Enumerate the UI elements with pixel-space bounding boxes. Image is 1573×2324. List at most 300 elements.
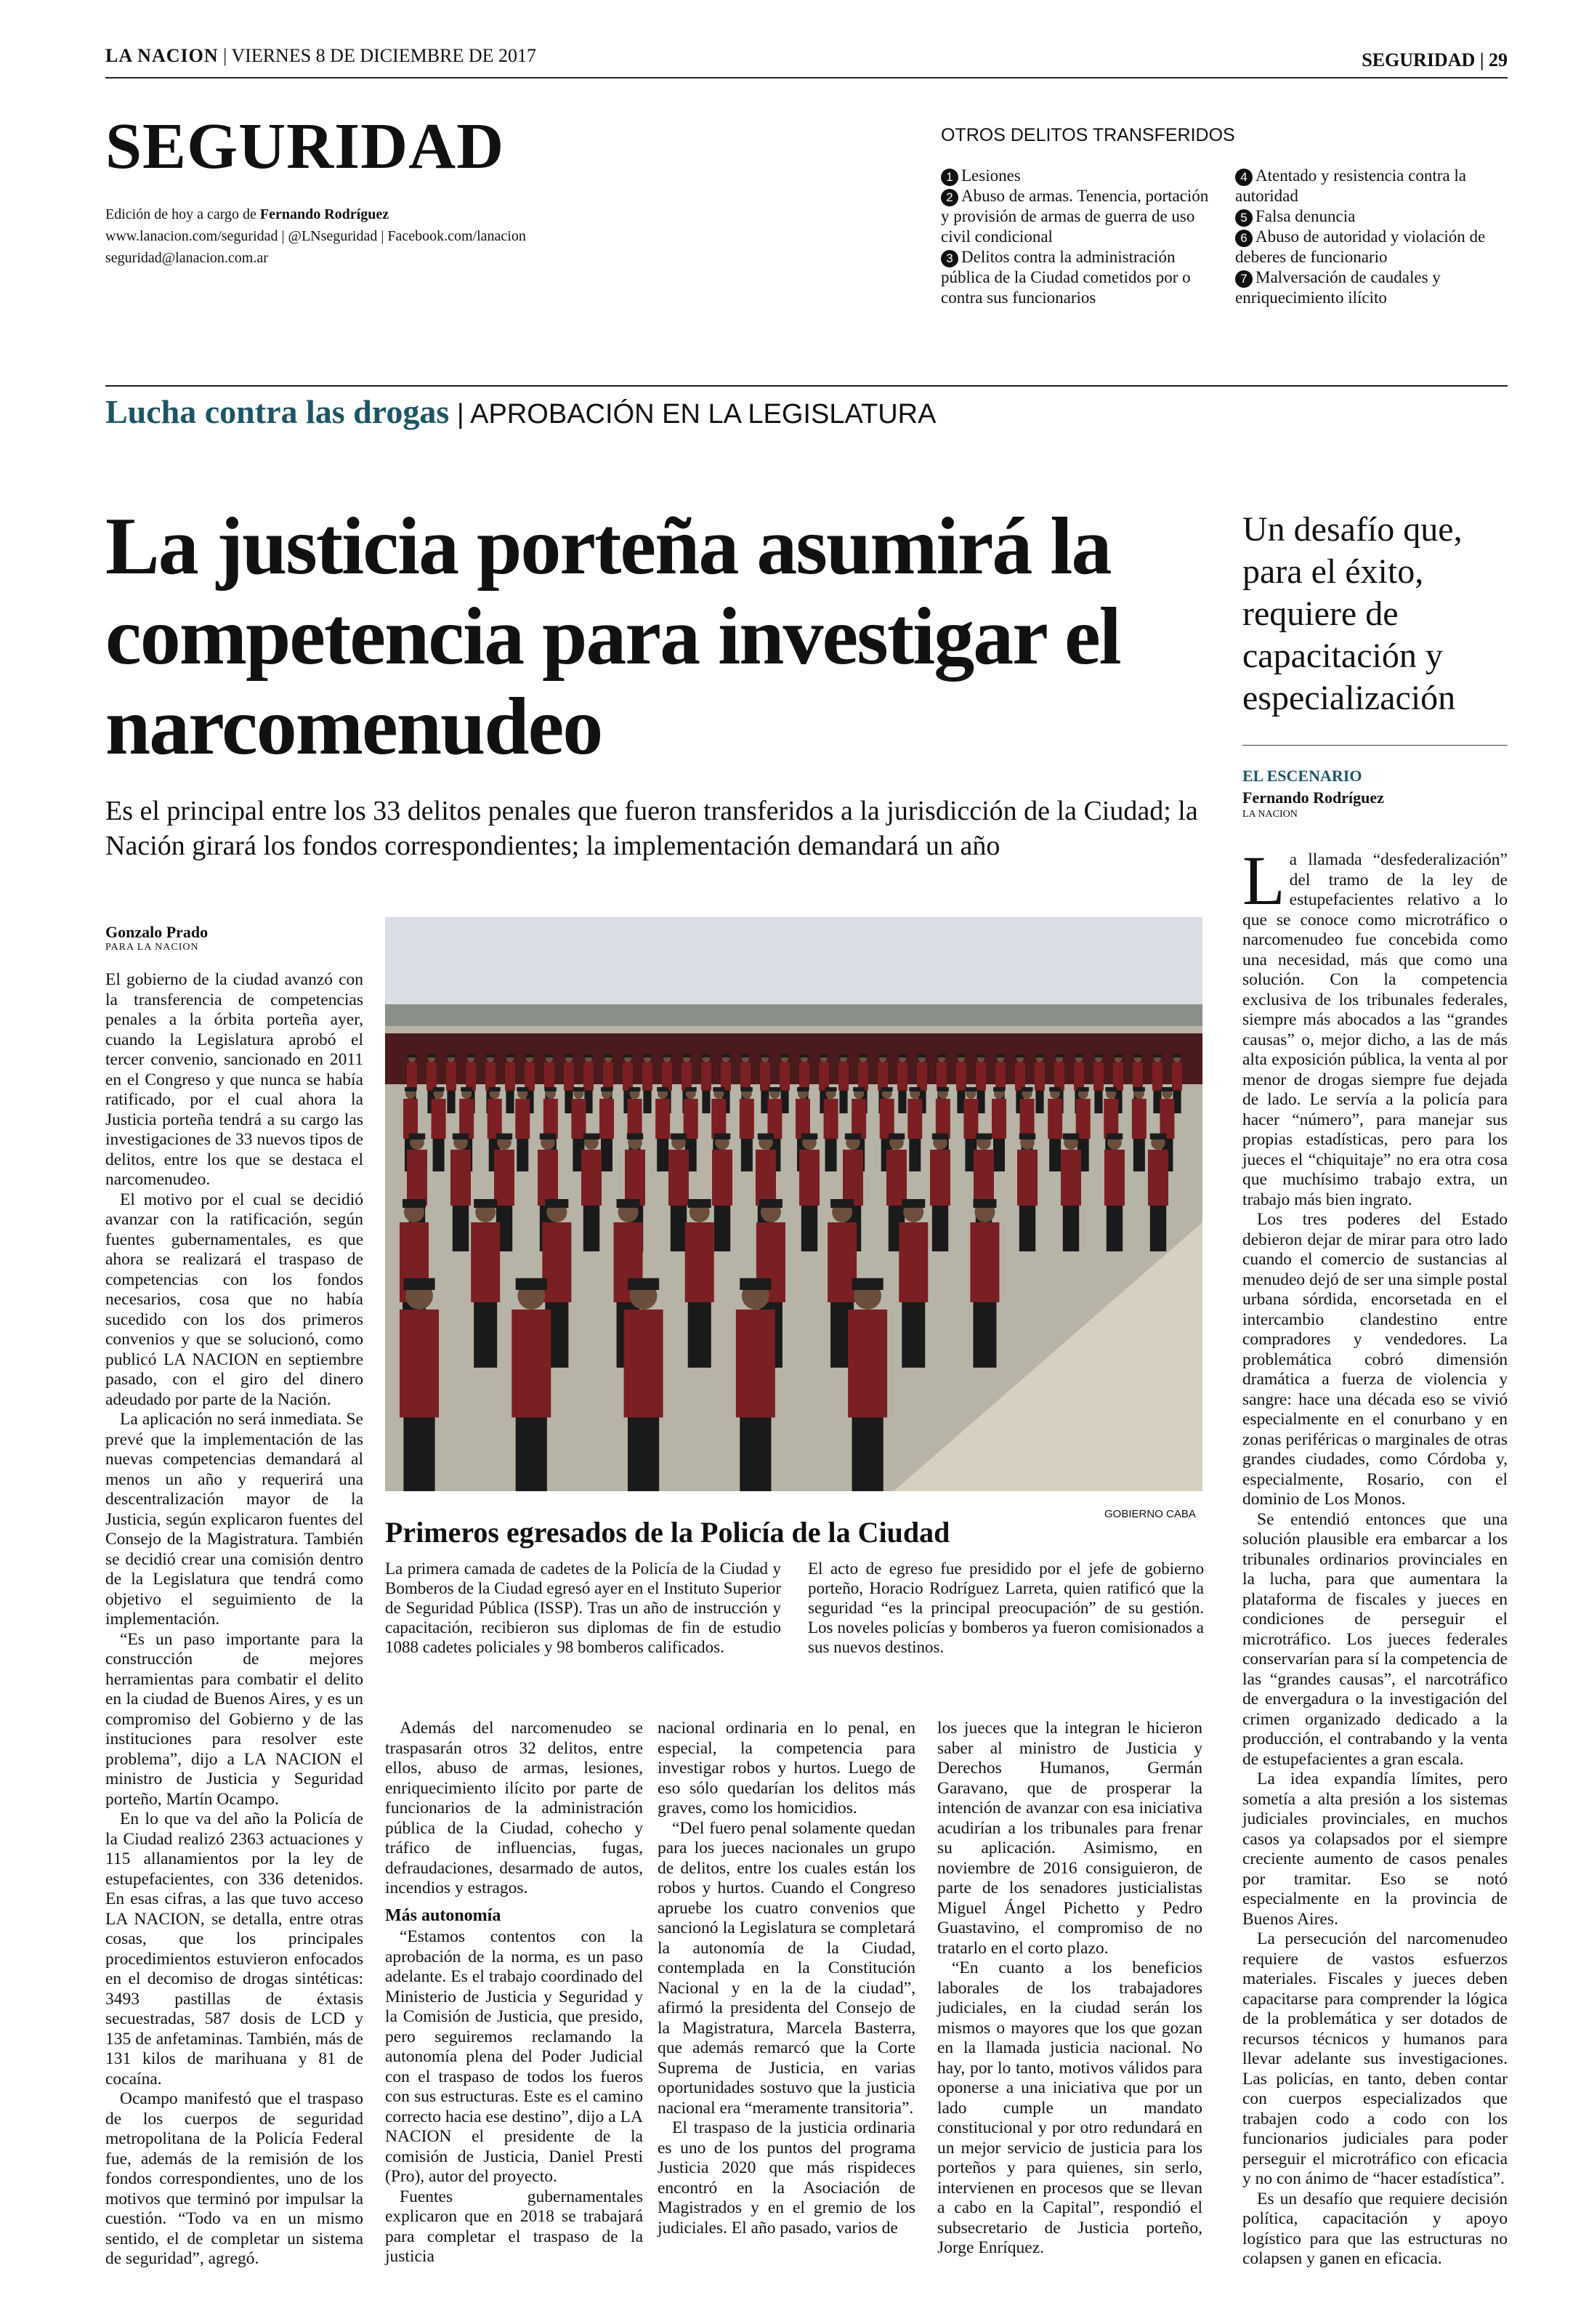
cadet-figure [1074, 1062, 1084, 1091]
cadet-legs [1063, 1206, 1079, 1251]
cadet-cap [780, 1054, 788, 1057]
cadet-figure [852, 1099, 866, 1139]
cadet-figure [471, 1222, 500, 1302]
cadet-legs [1035, 1091, 1043, 1114]
sidebar-dropcap: L [1242, 842, 1285, 919]
masthead-right: SEGURIDAD | 29 [1362, 49, 1508, 70]
cadet-cap [973, 1199, 996, 1208]
cadet-figure [494, 1150, 514, 1206]
cadet-figure [897, 1062, 907, 1091]
cadet-figure [1152, 1062, 1162, 1091]
cadet-cap [447, 1054, 455, 1057]
cadet-figure [655, 1099, 670, 1139]
cadet-cap [1063, 1134, 1079, 1139]
cadet-cap [713, 1087, 724, 1092]
cadet-cap [629, 1087, 641, 1092]
cadet-figure [400, 1310, 439, 1418]
caption-left: La primera camada de cadetes de la Policía de la Ciudad y Bomberos de la Ciudad egresó ayer en el Instituto Superior de Seguridad Pública (ISSP). Tras un año de instrucción y capacitación, recibieron sus diplomas de fin de estudio 1088 cadetes policiales y 98 bomberos calificados. [385, 1560, 781, 1656]
paragraph: Es un desafío que requiere decisión política, capacitación y apoyo logístico para que las estructuras no colapsen y ganen en eficacia. [1242, 2189, 1508, 2268]
cadet-cap [525, 1054, 533, 1057]
credits-editor: Fernando Rodríguez [259, 206, 389, 222]
cadet-legs [741, 1139, 753, 1171]
section-title: SEGURIDAD [105, 110, 505, 182]
byline-sub: PARA LA NACION [105, 942, 199, 953]
caption-right: El acto de egreso fue presidido por el jefe de gobierno porteño, Horacio Rodríguez Larreta, quien ratificó que la seguridad “es la principal preocupación” de su gestión. Los noveles policías y bomberos ya fueron comisionados a sus nuevos destinos. [808, 1560, 1204, 1656]
cadet-legs [993, 1139, 1005, 1171]
cadet-cap [1075, 1054, 1083, 1057]
cadet-cap [759, 1199, 783, 1208]
cadet-cap [1150, 1134, 1166, 1139]
paragraph: “Estamos contentos con la aprobación de la norma, es un paso adelante. Es el trabajo coordinado del Ministerio de Justicia y Seguridad y la Comisión de Justicia, que presido, pero seguiremos reclamando la autonomía plena del Poder Judicial con el traspaso de todos los fueros con sus estructuras. Este es el camino correcto hacia ese destino”, dijo a LA NACION el presidente de la comisión de Justicia, Daniel Presti (Pro), autor del proyecto. [385, 1927, 643, 2186]
paragraph: La aplicación no será inmediata. Se prevé que la implementación de las nuevas competencias demandará al menos un año y requerirá una descentralización mayor de la Justicia, según explicaron fuentes del Consejo de la Magistratura. También se decidió crear una comisión dentro de la Legislatura que tendrá como objetivo el seguimiento de la implementación. [105, 1410, 363, 1629]
photo-illustration [385, 917, 1202, 1491]
item-text: Falsa denuncia [1255, 207, 1356, 225]
cadet-cap [769, 1087, 780, 1092]
item-number-badge: 5 [1235, 209, 1253, 227]
sidebar-author-sub: LA NACION [1242, 809, 1298, 820]
cadet-figure [1017, 1150, 1038, 1206]
kicker-separator: | [449, 399, 471, 429]
cadet-legs [909, 1139, 921, 1171]
cadet-figure [1020, 1099, 1035, 1139]
cadet-figure [1113, 1062, 1123, 1091]
cadet-figure [1160, 1099, 1174, 1139]
cadet-figure [1048, 1099, 1062, 1139]
article-col-2 [385, 1719, 643, 2267]
cadet-figure [1148, 1150, 1168, 1206]
cadet-figure [571, 1099, 586, 1139]
cadet-legs [714, 1206, 730, 1251]
cadet-cap [584, 1054, 592, 1057]
cadet-figure [668, 1150, 689, 1206]
cadet-cap [845, 1134, 861, 1139]
cadet-legs [1150, 1206, 1166, 1251]
deck: Es el principal entre los 33 delitos penales que fueron transferidos a la jurisdicción de la Ciudad; la Nación girará los fondos correspondientes; la implementación demandará un año [105, 796, 1198, 861]
cadet-legs [657, 1139, 668, 1171]
paragraph: El motivo por el cual se decidió avanzar con la ratificación, según fuentes gubernamentales, es que ahora se realizará el traspaso de competencias con los fondos necesarios, cosa que no había sucedido con los dos primeros convenios y que se solucionó, como publicó LA NACION en septiembre pasado, con el giro del dinero adeudado por parte de la Nación. [105, 1190, 363, 1409]
cadet-legs [433, 1139, 445, 1171]
cadet-cap [859, 1054, 867, 1057]
cadet-figure [819, 1062, 829, 1091]
cadet-figure [542, 1222, 571, 1302]
paragraph: “Del fuero penal solamente quedan para los jueces nacionales un grupo de delitos, entre los cuales están los robos y hurtos. Cuando el Congreso apruebe los cuatro convenios que sancionó la Legislatura se completará la autonomía de la Ciudad, contemplada en la Constitución Nacional y en la de la ciudad”, afirmó la presidenta del Consejo de la Magistratura, Marcela Basterra, que además remarcó que la Corte Suprema de Justicia, en varias oportunidades sostuvo que la justicia nacional era “meramente transitoria”. [658, 1818, 915, 2118]
cadet-figure [403, 1099, 418, 1139]
paragraph: Se entendió entonces que una solución plausible era embarcar a los tribunales ordinarios provinciales en la lucha, para que aumentara la plataforma de fiscales y jueces en condiciones de perseguir el microtráfico. Los jueces federales conservarían para sí la competencia de las “grandes causas”, el narcotráfico de envergadura o la investigación del crimen organizado dedicado a la producción, el contrabando y la venta de estupefacientes a gran escala. [1242, 1509, 1508, 1769]
cadet-cap [657, 1087, 668, 1092]
sidebar-first-paragraph [1242, 842, 1508, 1210]
issue-date: VIERNES 8 DE DICIEMBRE DE 2017 [231, 45, 536, 66]
cadet-legs [898, 1091, 906, 1114]
cadet-figure [1035, 1062, 1045, 1091]
cadet-legs [403, 1418, 434, 1492]
cadet-cap [801, 1134, 817, 1139]
cadet-cap [565, 1054, 573, 1057]
item-number-badge: 1 [941, 169, 958, 186]
cadet-cap [583, 1134, 599, 1139]
cadet-cap [545, 1199, 568, 1208]
cadet-legs [583, 1206, 599, 1251]
cadet-cap [453, 1134, 469, 1139]
cadet-figure [736, 1310, 775, 1418]
cadet-legs [671, 1206, 687, 1251]
byline [105, 923, 367, 953]
cadet-cap [408, 1054, 416, 1057]
sidebar-label: EL ESCENARIO [1242, 767, 1362, 785]
cadet-figure [450, 1150, 471, 1206]
credits-email: seguridad@lanacion.com.ar [105, 250, 268, 266]
cadet-cap [996, 1054, 1004, 1057]
crime-list-item [941, 247, 1217, 308]
masthead-left: LA NACION | VIERNES 8 DE DICIEMBRE DE 2017 [105, 45, 536, 66]
cadet-cap [1077, 1087, 1089, 1092]
cadet-legs [740, 1418, 771, 1492]
cadet-figure [899, 1222, 928, 1302]
cadet-figure [858, 1062, 868, 1091]
cadet-figure [543, 1099, 558, 1139]
cadet-cap [889, 1134, 905, 1139]
cadet-cap [1016, 1054, 1024, 1057]
cadet-cap [643, 1054, 651, 1057]
cadet-cap [623, 1054, 631, 1057]
byline-name: Gonzalo Prado [105, 923, 209, 941]
cadet-figure [642, 1062, 652, 1091]
cadet-cap [433, 1087, 445, 1092]
cadet-figure [485, 1062, 496, 1091]
cadet-cap [540, 1134, 556, 1139]
credits-editor-line [105, 203, 628, 225]
cadet-legs [932, 1206, 948, 1251]
paragraph: los jueces que la integran le hicieron saber al ministro de Justicia y Derechos Humanos, Germán Garavano, que de prosperar la intención de avanzar con esa iniciativa acudirían a los tribunales para frenar su aplicación. Asimismo, en noviembre de 2016 consiguieron, de parte de los senadores justicialistas Miguel Ángel Pichetto y Pedro Guastavino, el compromiso de no tratarlo en el corto plazo. [937, 1719, 1202, 1958]
cadet-cap [878, 1054, 886, 1057]
cadet-figure [956, 1062, 966, 1091]
cadet-figure [974, 1150, 994, 1206]
cadet-legs [447, 1091, 455, 1114]
cadet-legs [1107, 1206, 1123, 1251]
cadet-legs [601, 1139, 612, 1171]
cadet-figure [799, 1150, 820, 1206]
cadet-figure [756, 1150, 776, 1206]
page-number: 29 [1489, 49, 1508, 70]
cadet-figure [828, 1222, 857, 1302]
cadet-figure [838, 1062, 849, 1091]
cadet-legs [852, 1418, 883, 1492]
cadet-cap [403, 1199, 426, 1208]
cadet-cap [1173, 1054, 1181, 1057]
cadet-figure [1104, 1099, 1118, 1139]
cadet-figure [564, 1062, 574, 1091]
item-text: Abuso de armas. Tenencia, portación y provisión de armas de guerra de uso civil condicional [941, 187, 1209, 246]
item-number-badge: 6 [1235, 230, 1253, 247]
cadet-cap [671, 1134, 687, 1139]
cadet-cap [976, 1134, 992, 1139]
cadet-figure [662, 1062, 672, 1091]
cadet-cap [976, 1054, 984, 1057]
item-text: Abuso de autoridad y violación de deberes de funcionario [1235, 227, 1486, 266]
cadet-legs [453, 1206, 469, 1251]
article-col-1 [105, 970, 363, 2269]
cadet-figure [432, 1099, 446, 1139]
cadet-cap [573, 1087, 584, 1092]
cadet-cap [1114, 1054, 1122, 1057]
cadet-cap [839, 1054, 847, 1057]
paragraph: “Es un paso importante para la construcción de mejores herramientas para combatir el delito en la ciudad de Buenos Aires, y es un compromiso del Gobierno y de las instituciones para resolver este problema”, dijo a LA NACION el ministro de Justicia y Seguridad porteño, Martín Ocampo. [105, 1629, 363, 1809]
cadet-cap [1133, 1054, 1141, 1057]
cadet-figure [711, 1099, 726, 1139]
subhead-autonomia: Más autonomía [385, 1905, 501, 1925]
cadet-cap [617, 1199, 640, 1208]
paragraph: La persecución del narcomenudeo requiere de vastos esfuerzos materiales. Fiscales y jueces deben capacitarse para comprender la lógica de la problemática y ser dotados de recursos técnicos y humanos para llevar adelante sus investigaciones. Las policías, en tanto, deben contar con cuerpos especializados que trabajen codo a codo con los funcionarios judiciales para poder perseguir el microtráfico con eficacia y no con ánimo de “hacer estadística”. [1242, 1929, 1508, 2188]
cadet-legs [1049, 1139, 1061, 1171]
cadet-legs [517, 1139, 528, 1171]
cadet-cap [1094, 1054, 1102, 1057]
section-credits [105, 203, 628, 269]
masthead [105, 44, 1508, 78]
cadet-figure [1054, 1062, 1064, 1091]
cadet-cap [496, 1134, 512, 1139]
credits-links: www.lanacion.com/seguridad | @LNseguridad | Facebook.com/lanacion [105, 228, 526, 244]
cadet-legs [702, 1091, 710, 1114]
cadet-legs [474, 1302, 497, 1368]
cadet-figure [628, 1099, 642, 1139]
cadet-legs [1133, 1139, 1145, 1171]
cadet-figure [1132, 1099, 1147, 1139]
cadet-figure [625, 1150, 645, 1206]
sidebar-rule [1242, 745, 1508, 746]
cadet-figure [937, 1062, 947, 1091]
paragraph: nacional ordinaria en lo penal, en especial, la competencia para investigar robos y hurtos. Luego de eso sólo quedarían los delitos más graves, como los homicidios. [658, 1719, 915, 1817]
paragraph: En lo que va del año la Policía de la Ciudad realizó 2363 actuaciones y 115 allanamientos por la ley de estupefacientes, con 336 detenidos. En esas cifras, a las que tuvo acceso LA NACION, se detalla, entre otras cosas, que los principales procedimientos estuvieron enfocados en el decomiso de drogas sintéticas: 3493 pastillas de éxtasis secuestradas, 587 dosis de LCD y 135 de anfetaminas. También, más de 131 kilos de marihuana y 81 de cocaína. [105, 1809, 363, 2089]
cadet-figure [544, 1062, 554, 1091]
cadet-figure [930, 1150, 950, 1206]
sidebar-body [1242, 842, 1508, 2269]
cadet-cap [1049, 1087, 1061, 1092]
cadet-figure [976, 1062, 986, 1091]
cadet-legs [688, 1302, 711, 1368]
cadet-cap [466, 1054, 474, 1057]
cadet-figure [623, 1062, 633, 1091]
photo-credit: GOBIERNO CABA [1104, 1508, 1196, 1520]
cadet-figure [740, 1062, 751, 1091]
cadet-figure [992, 1099, 1006, 1139]
cadet-cap [516, 1278, 547, 1290]
cadet-figure [712, 1150, 732, 1206]
cadet-figure [824, 1099, 838, 1139]
cadet-figure [880, 1099, 894, 1139]
headline: La justicia porteña asumirá la competencia para investigar el narcomenudeo [105, 501, 1120, 772]
cadet-cap [682, 1054, 690, 1057]
crime-list-item [941, 166, 1217, 186]
cadet-cap [486, 1054, 494, 1057]
sidebar-author: Fernando Rodríguez [1242, 788, 1384, 807]
other-crimes-left [941, 166, 1217, 308]
item-number-badge: 3 [941, 250, 958, 267]
cadets-photo [385, 917, 1202, 1491]
paragraph: “En cuanto a los beneficios laborales de los trabajadores judiciales, en la ciudad serán los mismos o mayores que los que gozan en la llamada justicia nacional. No hay, por lo tanto, motivos válidos para oponerse a una iniciativa que por un lado cumple un mandato constitucional y por otro redundará en un mejor servicio de justicia para los porteños y para quienes, sin serlo, intervienen en procesos que se llevan a cabo en la Capital”, respondió el subsecretario de Justicia porteño, Jorge Enríquez. [937, 1958, 1202, 2257]
cadet-cap [820, 1054, 828, 1057]
cadet-figure [581, 1150, 602, 1206]
cadet-figure [1104, 1150, 1125, 1206]
credits-prefix: Edición de hoy a cargo de [105, 206, 260, 222]
kicker [105, 392, 936, 431]
cadet-legs [902, 1302, 925, 1368]
cadet-cap [627, 1134, 643, 1139]
cadet-cap [741, 1054, 749, 1057]
cadet-figure [767, 1099, 782, 1139]
crime-list-item [1235, 166, 1508, 206]
cadet-cap [403, 1278, 434, 1290]
cadet-cap [898, 1054, 906, 1057]
sidebar-headline: Un desafío que, para el éxito, requiere de capacitación y especialización [1242, 510, 1463, 717]
cadet-cap [830, 1199, 854, 1208]
cadet-figure [917, 1062, 927, 1091]
cadet-cap [881, 1087, 893, 1092]
cadet-cap [918, 1054, 926, 1057]
other-crimes-right [1235, 166, 1508, 308]
cadet-figure [1061, 1150, 1081, 1206]
item-text: Malversación de caudales y enriquecimiento ilícito [1235, 268, 1441, 307]
cadet-figure [796, 1099, 810, 1139]
cadet-legs [801, 1206, 817, 1251]
paragraph: La idea expandía límites, pero sometía a alta presión a los sistemas judiciales provinciales, en muchos casos ya colapsados por el siempre creciente aumento de casos penales por tramitar. Eso se notó especialmente en la provincia de Buenos Aires. [1242, 1770, 1508, 1929]
crime-list-item [1235, 227, 1508, 267]
cadet-figure [599, 1099, 614, 1139]
cadet-cap [1107, 1134, 1123, 1139]
sidebar-first-text: a llamada “desfederalización” del tramo de la ley de estupefacientes relativo a lo que se conoce como microtráfico o narcomenudeo fue concebida como una necesidad, más que como una solución. Con la competencia exclusiva de los tribunales federales, siempre más abocados a las “grandes causas” o, mejor dicho, a las de más alta exposición pública, la venta al por menor de drogas siempre fue dejada de lado. Le servía a la policía para hacer “número”, para manejar sus propias estadísticas, pero para los jueces el “chiquitaje” no era otra cosa que muchísimo trabajo extra, un trabajo más bien ingrato. [1242, 850, 1508, 1209]
cadet-figure [878, 1062, 888, 1091]
item-number-badge: 7 [1235, 270, 1253, 288]
cadet-figure [907, 1099, 922, 1139]
caption-title: Primeros egresados de la Policía de la Ciudad [385, 1516, 950, 1549]
item-text: Delitos contra la administración pública de la Ciudad cometidos por o contra sus funcionarios [941, 248, 1191, 307]
cadet-cap [758, 1134, 774, 1139]
cadet-legs [1094, 1091, 1102, 1114]
cadet-cap [740, 1278, 771, 1290]
cadet-figure [682, 1062, 692, 1091]
item-text: Atentado y resistencia contra la autoridad [1235, 166, 1466, 205]
cadet-cap [957, 1054, 965, 1057]
section-divider [105, 385, 1508, 387]
cadet-figure [1093, 1062, 1104, 1091]
other-crimes-title: OTROS DELITOS TRANSFERIDOS [941, 125, 1235, 145]
cadet-cap [741, 1087, 753, 1092]
item-text: Lesiones [961, 166, 1021, 185]
cadet-figure [407, 1150, 427, 1206]
cadet-cap [1105, 1087, 1117, 1092]
cadet-cap [965, 1087, 976, 1092]
cadet-cap [604, 1054, 612, 1057]
paragraph: El traspaso de la justicia ordinaria es uno de los puntos del programa Justicia 2020 que más rispideces encontró en la Asociación de Magistrados y en el gremio de los judiciales. El año pasado, varios de [658, 2118, 915, 2238]
cadet-figure [1133, 1062, 1143, 1091]
cadet-cap [721, 1054, 729, 1057]
cadet-cap [688, 1199, 711, 1208]
cadet-cap [1035, 1054, 1043, 1057]
cadet-cap [474, 1199, 497, 1208]
cadet-cap [1153, 1054, 1161, 1057]
cadet-legs [973, 1302, 996, 1368]
cadet-cap [909, 1087, 921, 1092]
cadet-figure [1076, 1099, 1091, 1139]
cadet-figure [740, 1099, 754, 1139]
cadet-figure [488, 1099, 502, 1139]
cadet-figure [886, 1150, 907, 1206]
cadet-figure [684, 1099, 698, 1139]
cadet-cap [405, 1087, 416, 1092]
paragraph: El gobierno de la ciudad avanzó con la transferencia de competencias penales a la órbita porteña ayer, cuando la Legislatura aprobó el tercer convenio, sancionado en 2011 en el Congreso y que nunca se había ratificado, por el cual ahora la Justicia porteña tendrá a su cargo las investigaciones de 33 nuevos tipos de delitos, entre los que se destaca el narcomenudeo. [105, 970, 363, 1189]
cadet-cap [685, 1087, 697, 1092]
cadet-figure [843, 1150, 863, 1206]
cadet-figure [407, 1062, 417, 1091]
crime-list-item [941, 186, 1217, 247]
cadet-cap [714, 1134, 730, 1139]
item-number-badge: 2 [941, 189, 958, 206]
cadet-cap [427, 1054, 435, 1057]
cadet-cap [628, 1278, 659, 1290]
cadet-legs [1019, 1206, 1035, 1251]
cadet-figure [848, 1310, 887, 1418]
cadet-figure [721, 1062, 731, 1091]
cadet-cap [1161, 1087, 1173, 1092]
kicker-sub: APROBACIÓN EN LA LEGISLATURA [470, 399, 937, 429]
cadet-figure [970, 1222, 999, 1302]
cadet-legs [516, 1418, 547, 1492]
cadet-cap [800, 1054, 808, 1057]
cadet-figure [511, 1310, 551, 1418]
item-number-badge: 4 [1235, 169, 1253, 186]
crime-list-item [1235, 206, 1508, 227]
cadet-legs [506, 1091, 514, 1114]
cadet-figure [701, 1062, 711, 1091]
cadet-figure [685, 1222, 714, 1302]
cadet-cap [993, 1087, 1005, 1092]
cadet-legs [643, 1091, 651, 1114]
cadet-cap [825, 1087, 837, 1092]
article-col-3 [658, 1719, 915, 2238]
cadet-cap [663, 1054, 671, 1057]
cadet-figure [538, 1150, 558, 1206]
cadet-figure [446, 1062, 456, 1091]
kicker-topic: Lucha contra las drogas [105, 393, 450, 430]
paragraph: Los tres poderes del Estado debieron dejar de mirar para otro lado cuando el comercio de sustancias al menudeo dejó de ser una simple postal urbana sórdida, encorsetada en el intercambio clandestino entre compradores y vendedores. La problemática cobró dimensión dramática a fuerza de violencia y sangre: hace una década eso se vivió especialmente en el conurbano y en zonas periféricas o marginales de otras grandes ciudades, como Córdoba y, especialmente, Rosario, con el dominio de Los Monos. [1242, 1210, 1508, 1509]
crime-list-item [1235, 267, 1508, 308]
cadet-cap [1019, 1134, 1035, 1139]
cadet-figure [515, 1099, 530, 1139]
cadet-figure [1015, 1062, 1025, 1091]
cadet-legs [825, 1139, 837, 1171]
article-col-4 [937, 1719, 1202, 2259]
cadet-cap [601, 1087, 612, 1092]
cadet-cap [517, 1087, 528, 1092]
cadet-cap [545, 1087, 557, 1092]
cadet-figure [760, 1062, 770, 1091]
cadet-figure [799, 1062, 809, 1091]
cadet-cap [702, 1054, 710, 1057]
cadet-cap [852, 1278, 883, 1290]
cadet-cap [545, 1054, 553, 1057]
paragraph: Ocampo manifestó que el traspaso de los cuerpos de seguridad metropolitana de la Policía Federal fue, además de la remisión de los fondos correspondientes, uno de los motivos que terminó por impulsar la cuestión. “Todo va en un mismo sentido, el de completar un sistema de seguridad”, agregó. [105, 2089, 363, 2268]
cadet-cap [461, 1087, 472, 1092]
section-name: SEGURIDAD [1362, 49, 1476, 70]
cadet-cap [761, 1054, 769, 1057]
cadet-cap [797, 1087, 809, 1092]
paper-name: LA NACION [105, 45, 219, 66]
cadet-cap [1022, 1087, 1033, 1092]
cadet-cap [409, 1134, 425, 1139]
cadet-figure [603, 1062, 613, 1091]
cadet-cap [937, 1054, 945, 1057]
cadet-cap [489, 1087, 501, 1092]
cadet-cap [853, 1087, 865, 1092]
cadet-figure [624, 1310, 663, 1418]
